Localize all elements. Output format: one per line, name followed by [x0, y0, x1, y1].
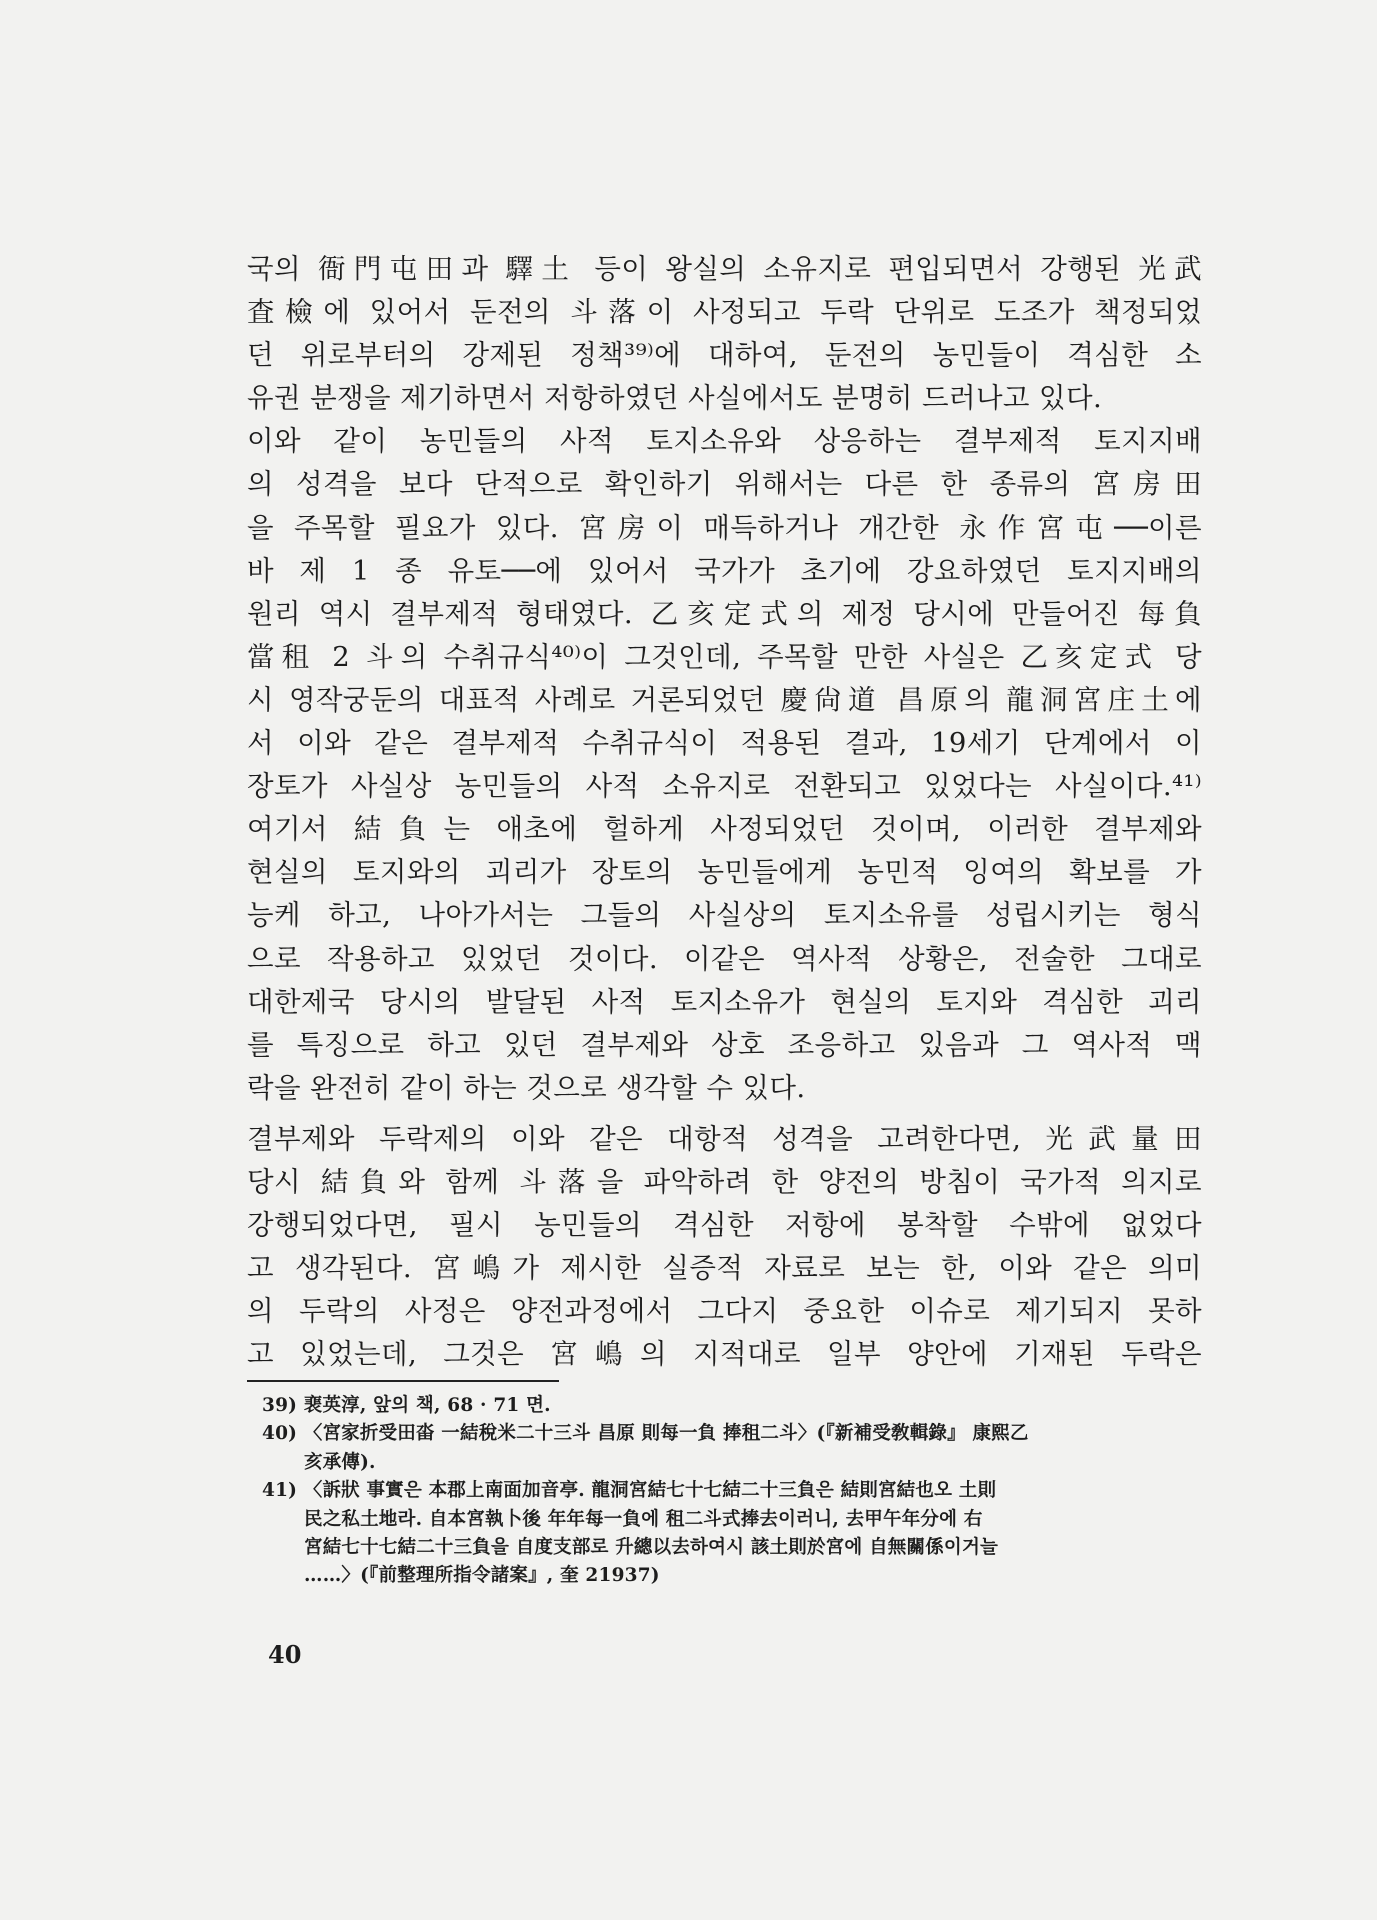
body-line: 을 주목할 필요가 있다. 宮房이 매득하거나 개간한 永作宮屯──이른: [247, 511, 1202, 544]
body-text: [247, 248, 1202, 1376]
body-line: 이와 같이 농민들의 사적 토지소유와 상응하는 결부제적 토지지배: [247, 425, 1202, 458]
body-line: 당시 結負와 함께 斗落을 파악하려 한 양전의 방침이 국가적 의지로: [247, 1165, 1202, 1198]
body-line: 여기서 結負는 애초에 헐하게 사정되었던 것이며, 이러한 결부제와: [247, 813, 1202, 846]
body-line: 원리 역시 결부제적 형태였다. 乙亥定式의 제정 당시에 만들어진 每負: [247, 597, 1202, 630]
footnote-39: 39) 裵英淳, 앞의 책, 68 · 71 면.: [262, 1395, 551, 1416]
body-line: 고 있었는데, 그것은 宮嶋의 지적대로 일부 양안에 기재된 두락은: [247, 1338, 1202, 1371]
paragraph-gap: [247, 1110, 1202, 1118]
footnote-41-continued: ……〉(『前整理所指令諸案』, 奎 21937): [304, 1565, 660, 1587]
footnote-41: 41) 〈訴狀 事實은 本郡上南面加音亭. 龍洞宮結七十七結二十三負은 結則宮結也오 土則: [262, 1480, 997, 1502]
page-number: 40: [268, 1640, 302, 1669]
body-line: 의 성격을 보다 단적으로 확인하기 위해서는 다른 한 종류의 宮房田: [247, 468, 1202, 501]
body-line: 當租 2 斗의 수취규식⁴⁰⁾이 그것인데, 주목할 만한 사실은 乙亥定式 당: [247, 640, 1202, 673]
body-line: 査檢에 있어서 둔전의 斗落이 사정되고 두락 단위로 도조가 책정되었: [247, 296, 1202, 329]
footnote-separator: [247, 1380, 559, 1382]
body-line: 현실의 토지와의 괴리가 장토의 농민들에게 농민적 잉여의 확보를 가: [247, 856, 1202, 889]
footnote-40: 40) 〈宮家折受田畓 一結稅米二十三斗 昌原 則每一負 捧租二斗〉(『新補受敎輯錄』 康熙乙: [262, 1423, 1029, 1445]
body-line: 락을 완전히 같이 하는 것으로 생각할 수 있다.: [247, 1071, 806, 1104]
body-line: 서 이와 같은 결부제적 수취규식이 적용된 결과, 19세기 단계에서 이: [247, 727, 1202, 760]
body-line: 를 특징으로 하고 있던 결부제와 상호 조응하고 있음과 그 역사적 맥: [247, 1028, 1202, 1061]
body-line: 바 제 1 종 유토──에 있어서 국가가 초기에 강요하였던 토지지배의: [247, 554, 1202, 587]
body-line: 장토가 사실상 농민들의 사적 소유지로 전환되고 있었다는 사실이다.⁴¹⁾: [247, 770, 1202, 803]
body-line: 능케 하고, 나아가서는 그들의 사실상의 토지소유를 성립시키는 형식: [247, 899, 1202, 932]
footnote-41-continued: 民之私土地라. 自本宮執卜後 年年每一負에 租二斗式捧去이러니, 去甲午年分에 右: [304, 1508, 983, 1530]
body-line: 던 위로부터의 강제된 정책³⁹⁾에 대하여, 둔전의 농민들이 격심한 소: [247, 339, 1202, 372]
body-line: 고 생각된다. 宮嶋가 제시한 실증적 자료로 보는 한, 이와 같은 의미: [247, 1252, 1202, 1285]
footnote-40-continued: 亥承傳).: [304, 1451, 376, 1473]
body-line: 의 두락의 사정은 양전과정에서 그다지 중요한 이슈로 제기되지 못하: [247, 1295, 1202, 1328]
body-line: 으로 작용하고 있었던 것이다. 이같은 역사적 상황은, 전술한 그대로: [247, 942, 1202, 975]
footnote-41-continued: 宮結七十七結二十三負을 自度支部로 升總以去하여시 該土則於宮에 自無關係이거늘: [304, 1536, 999, 1558]
body-line: 대한제국 당시의 발달된 사적 토지소유가 현실의 토지와 격심한 괴리: [247, 985, 1202, 1018]
footnotes: [262, 1392, 1202, 1591]
body-line: 유권 분쟁을 제기하면서 저항하였던 사실에서도 분명히 드러나고 있다.: [247, 382, 1103, 415]
body-line: 결부제와 두락제의 이와 같은 대항적 성격을 고려한다면, 光武量田: [247, 1122, 1202, 1155]
body-line: 강행되었다면, 필시 농민들의 격심한 저항에 봉착할 수밖에 없었다: [247, 1209, 1202, 1242]
body-line: 시 영작궁둔의 대표적 사례로 거론되었던 慶尙道 昌原의 龍洞宮庄土에: [247, 683, 1202, 716]
body-line: 국의 衙門屯田과 驛土 등이 왕실의 소유지로 편입되면서 강행된 光武: [247, 253, 1202, 285]
